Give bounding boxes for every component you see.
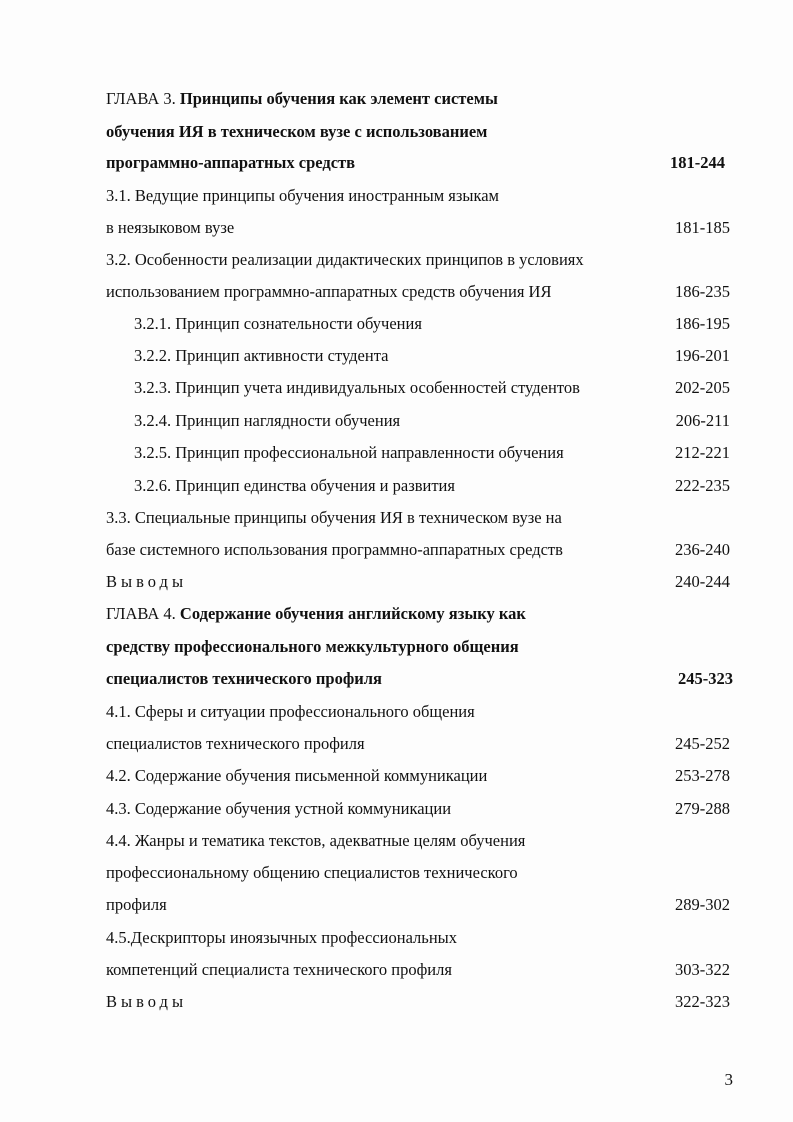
chapter-3-pages: 181-244: [670, 153, 725, 172]
section-4-1-pages: 245-252: [675, 734, 730, 753]
section-3-2-pages: 186-235: [675, 282, 730, 301]
subsection-3-2-5-title: 3.2.5. Принцип профессиональной направленности обучения: [134, 443, 564, 462]
chapter-4-title-line-2: средству профессионального межкультурного общения: [106, 637, 519, 656]
toc-section-4-5-line-2: [0, 955, 793, 985]
toc-chapter-3-line-1: [0, 84, 793, 114]
toc-subsection-3-2-1: [0, 309, 793, 339]
section-4-4-pages: 289-302: [675, 895, 730, 914]
toc-section-4-4-line-3: [0, 890, 793, 920]
toc-chapter-3-conclusions: [0, 567, 793, 597]
section-3-1-title-line-2: в неязыковом вузе: [106, 218, 235, 237]
section-4-5-title-line-2: компетенций специалиста технического профиля: [106, 960, 452, 979]
section-3-1-title-line-1: 3.1. Ведущие принципы обучения иностранным языкам: [106, 186, 499, 205]
toc-section-3-1-line-1: [0, 181, 793, 211]
chapter-4-prefix: ГЛАВА 4.: [106, 604, 176, 623]
section-4-3-title: 4.3. Содержание обучения устной коммуникации: [106, 799, 452, 818]
chapter-4-conclusions-title: Выводы: [106, 992, 188, 1011]
section-4-1-title-line-1: 4.1. Сферы и ситуации профессионального общения: [106, 702, 475, 721]
toc-subsection-3-2-6: [0, 471, 793, 501]
section-4-2-title: 4.2. Содержание обучения письменной коммуникации: [106, 766, 488, 785]
chapter-3-conclusions-title: Выводы: [106, 572, 188, 591]
toc-chapter-4-line-3: [0, 664, 793, 694]
chapter-3-prefix: ГЛАВА 3.: [106, 89, 176, 108]
toc-subsection-3-2-4: [0, 406, 793, 436]
subsection-3-2-4-title: 3.2.4. Принцип наглядности обучения: [134, 411, 401, 430]
chapter-4-title-line-1: Содержание обучения английскому языку как: [179, 604, 526, 623]
toc-chapter-3-line-3: [0, 148, 793, 178]
subsection-3-2-3-title: 3.2.3. Принцип учета индивидуальных особенностей студентов: [134, 378, 580, 397]
section-4-5-pages: 303-322: [675, 960, 730, 979]
toc-chapter-4-line-2: [0, 632, 793, 662]
section-4-4-title-line-2: профессиональному общению специалистов технического: [106, 863, 518, 882]
page-number: 3: [724, 1070, 733, 1089]
toc-section-4-1-line-2: [0, 729, 793, 759]
toc-chapter-4-conclusions: [0, 987, 793, 1017]
toc-subsection-3-2-3: [0, 373, 793, 403]
section-4-3-pages: 279-288: [675, 799, 730, 818]
toc-section-3-3-line-2: [0, 535, 793, 565]
subsection-3-2-5-pages: 212-221: [675, 443, 730, 462]
subsection-3-2-2-pages: 196-201: [675, 346, 730, 365]
toc-chapter-3-line-2: [0, 117, 793, 147]
subsection-3-2-2-title: 3.2.2. Принцип активности студента: [134, 346, 389, 365]
section-4-4-title-line-3: профиля: [106, 895, 167, 914]
section-3-3-title-line-2: базе системного использования программно-аппаратных средств: [106, 540, 563, 559]
toc-chapter-3-title: [106, 84, 498, 114]
section-4-2-pages: 253-278: [675, 766, 730, 785]
subsection-3-2-4-pages: 206-211: [675, 411, 730, 430]
toc-subsection-3-2-5: [0, 438, 793, 468]
subsection-3-2-6-title: 3.2.6. Принцип единства обучения и развития: [134, 476, 455, 495]
subsection-3-2-1-title: 3.2.1. Принцип сознательности обучения: [134, 314, 422, 333]
subsection-3-2-1-pages: 186-195: [675, 314, 730, 333]
toc-chapter-4-line-1: [0, 599, 793, 629]
toc-section-3-3-line-1: [0, 503, 793, 533]
subsection-3-2-6-pages: 222-235: [675, 476, 730, 495]
toc-section-4-3: [0, 794, 793, 824]
chapter-4-conclusions-pages: 322-323: [675, 992, 730, 1011]
subsection-3-2-3-pages: 202-205: [675, 378, 730, 397]
toc-subsection-3-2-2: [0, 341, 793, 371]
toc-section-3-2-line-1: [0, 245, 793, 275]
chapter-3-title-line-3: программно-аппаратных средств: [106, 153, 356, 172]
section-4-1-title-line-2: специалистов технического профиля: [106, 734, 365, 753]
section-3-3-title-line-1: 3.3. Специальные принципы обучения ИЯ в техническом вузе на: [106, 508, 562, 527]
toc-section-4-5-line-1: [0, 923, 793, 953]
section-3-3-pages: 236-240: [675, 540, 730, 559]
toc-chapter-4-title: [106, 599, 526, 629]
chapter-4-pages: 245-323: [678, 669, 733, 688]
toc-section-4-4-line-1: [0, 826, 793, 856]
chapter-3-conclusions-pages: 240-244: [675, 572, 730, 591]
toc-section-3-2-line-2: [0, 277, 793, 307]
section-4-4-title-line-1: 4.4. Жанры и тематика текстов, адекватные целям обучения: [106, 831, 526, 850]
section-3-1-pages: 181-185: [675, 218, 730, 237]
toc-section-4-2: [0, 761, 793, 791]
chapter-3-title-line-2: обучения ИЯ в техническом вузе с использованием: [106, 122, 488, 141]
toc-section-4-4-line-2: [0, 858, 793, 888]
section-3-2-title-line-2: использованием программно-аппаратных средств обучения ИЯ: [106, 282, 552, 301]
toc-section-3-1-line-2: [0, 213, 793, 243]
chapter-4-title-line-3: специалистов технического профиля: [106, 669, 382, 688]
section-4-5-title-line-1: 4.5.Дескрипторы иноязычных профессиональных: [106, 928, 457, 947]
section-3-2-title-line-1: 3.2. Особенности реализации дидактических принципов в условиях: [106, 250, 584, 269]
toc-section-4-1-line-1: [0, 697, 793, 727]
chapter-3-title-line-1: Принципы обучения как элемент системы: [179, 89, 498, 108]
